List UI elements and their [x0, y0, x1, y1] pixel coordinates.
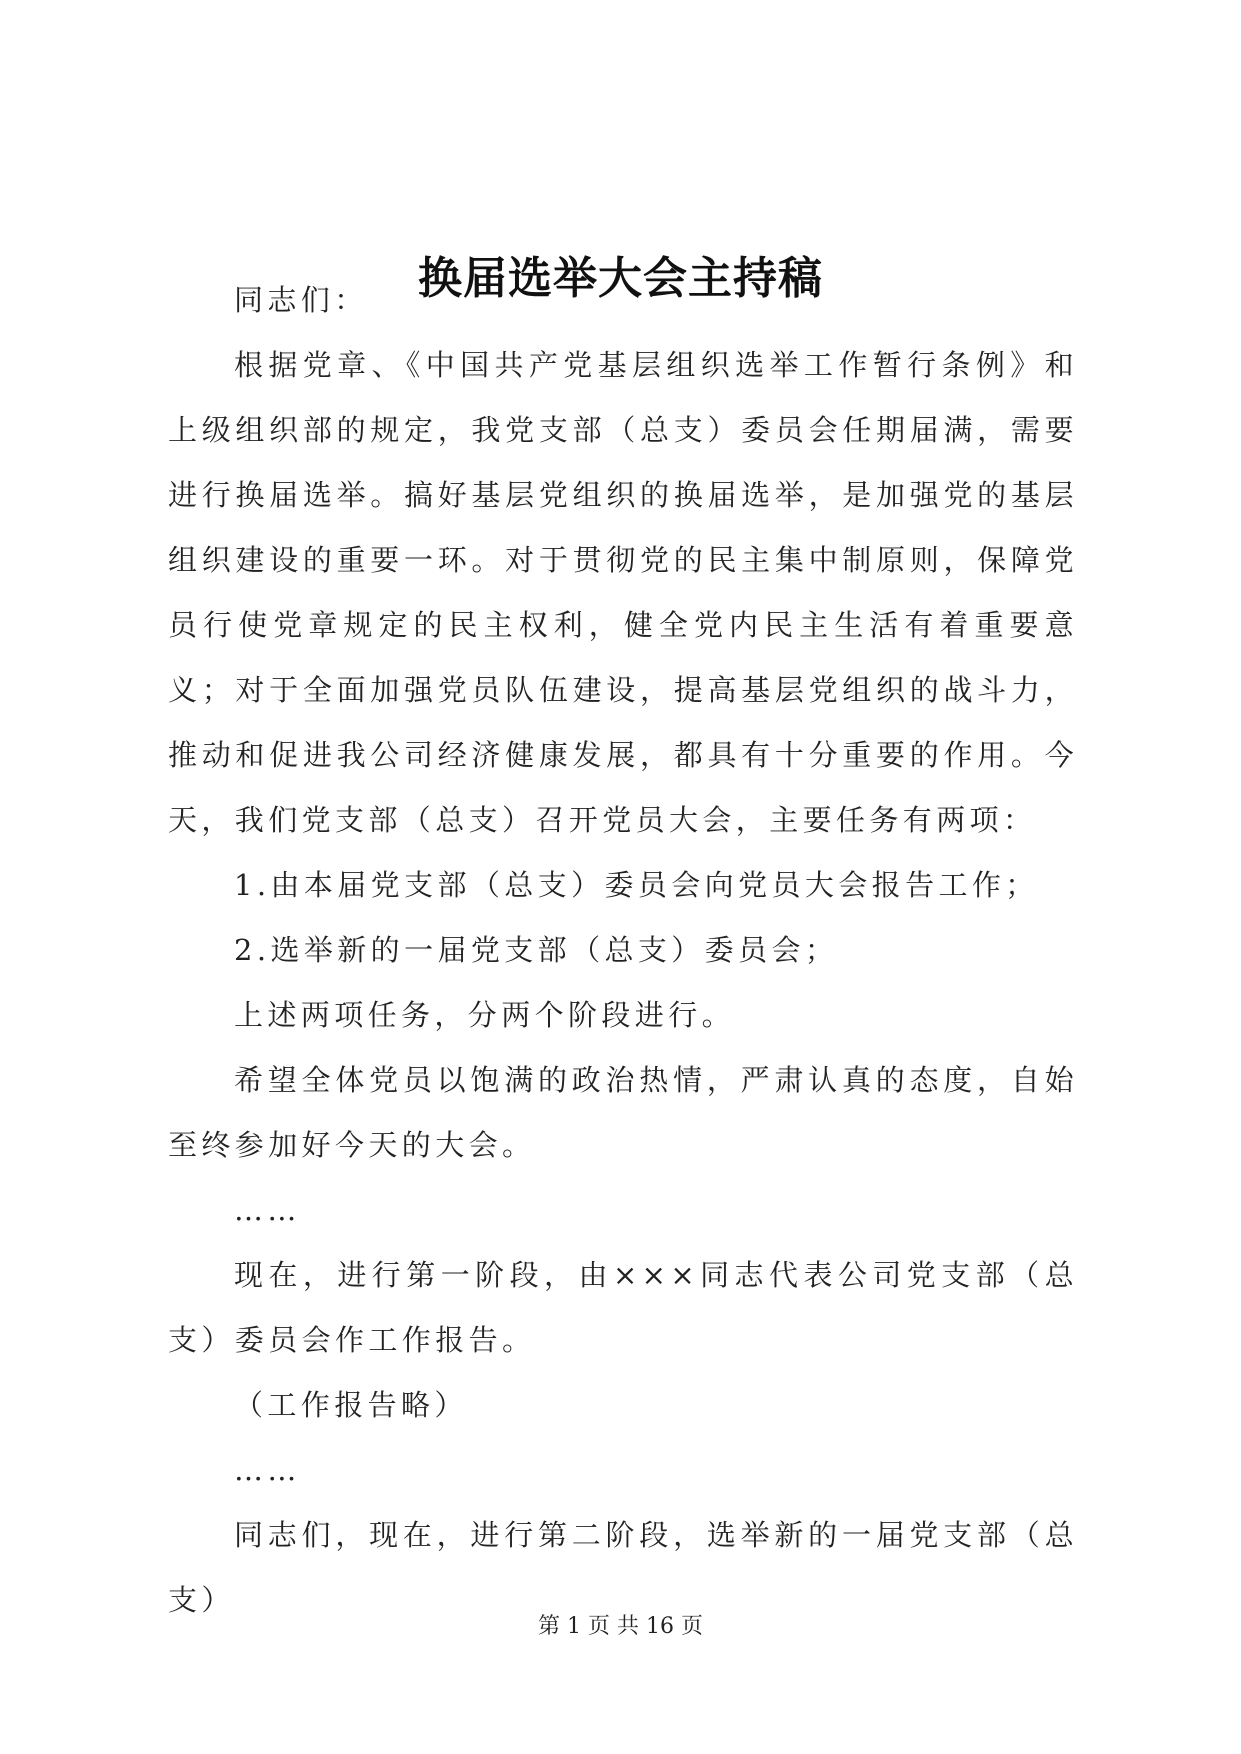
- paragraph-task-1: 1.由本届党支部（总支）委员会向党员大会报告工作；: [234, 868, 1039, 902]
- paragraph-stage-two: 同志们，现在，进行第二阶段，选举新的一届党支部（总支）: [168, 1518, 1078, 1617]
- paragraph-introduction: 根据党章、《中国共产党基层组织选举工作暂行条例》和上级组织部的规定，我党支部（总支）委员会任期届满，需要进行换届选举。搞好基层党组织的换届选举，是加强党的基层组织建设的重要一环。对于贯彻党的民主集中制原则，保障党员行使党章规定的民主权利，健全党内民主生活有着重要意义；对于全面加强党员队伍建设，提高基层党组织的战斗力，推动和促进我公司经济健康发展，都具有十分重要的作用。今天，我们党支部（总支）召开党员大会，主要任务有两项：: [168, 348, 1078, 837]
- paragraph-ellipsis-2: ……: [234, 1453, 301, 1487]
- document-title: 换届选举大会主持稿: [418, 253, 823, 305]
- paragraph-hope: 希望全体党员以饱满的政治热情，严肃认真的态度，自始至终参加好今天的大会。: [168, 1063, 1078, 1162]
- paragraph-ellipsis-1: ……: [234, 1193, 301, 1227]
- paragraph-greeting: 同志们：: [234, 283, 368, 317]
- document-body: [168, 268, 1078, 1633]
- paragraph-stages: 上述两项任务，分两个阶段进行。: [234, 998, 736, 1032]
- paragraph-task-2: 2.选举新的一届党支部（总支）委员会；: [234, 933, 839, 967]
- page-footer: 第 1 页 共 16 页: [538, 1614, 703, 1639]
- paragraph-stage-one: 现在，进行第一阶段，由×××同志代表公司党支部（总支）委员会作工作报告。: [168, 1258, 1078, 1357]
- paragraph-report-omitted: （工作报告略）: [234, 1388, 468, 1422]
